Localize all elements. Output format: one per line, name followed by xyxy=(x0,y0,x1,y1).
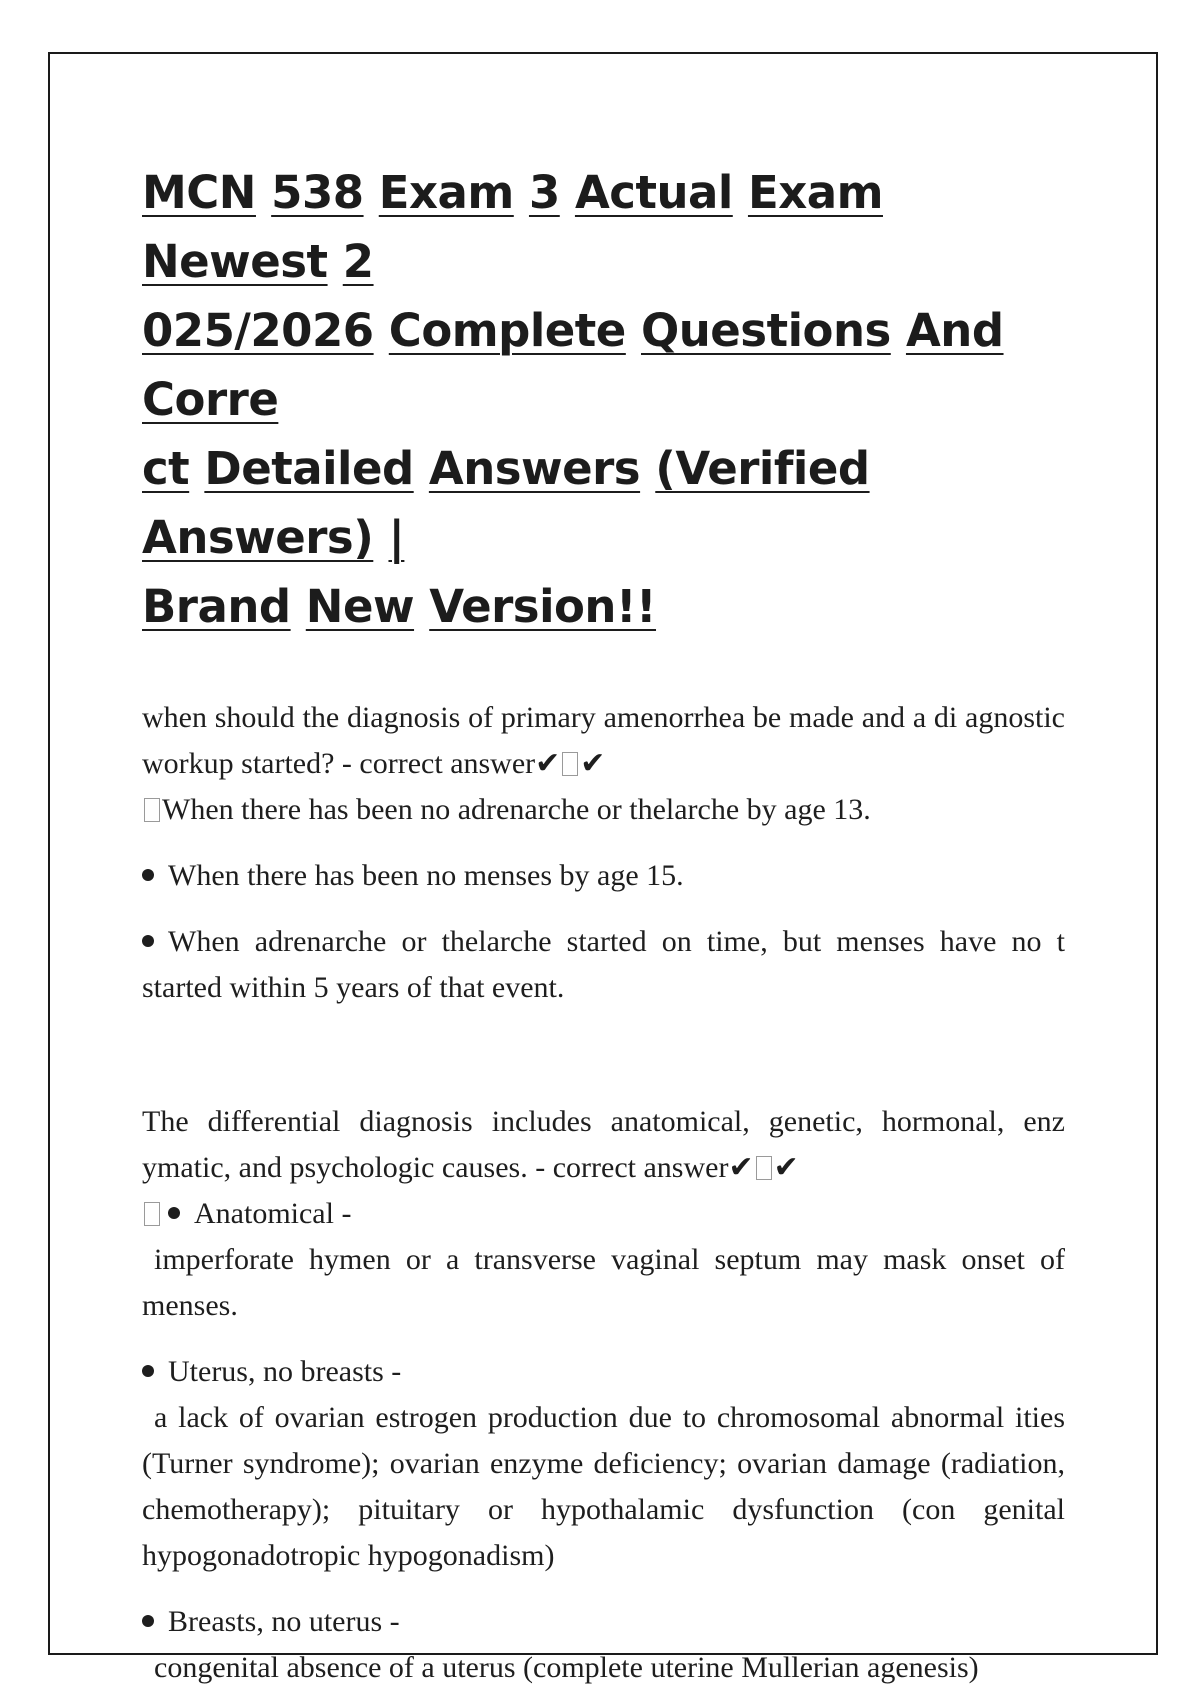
title-word: Version!! xyxy=(429,580,657,633)
list-item xyxy=(142,919,1065,1011)
bullet-text: When adrenarche or thelarche started on time, but menses have no t started within 5 years of that event. xyxy=(142,925,1065,1004)
placeholder-box-icon xyxy=(756,1156,772,1180)
title-word: Questions xyxy=(641,304,891,357)
title-word: And xyxy=(905,304,1004,357)
bullet-icon xyxy=(168,1207,180,1219)
bullet-text: When there has been no menses by age 15. xyxy=(168,859,684,892)
check-mark-icon: ✔ xyxy=(580,747,606,780)
title-word: New xyxy=(305,580,415,633)
item-detail: congenital absence of a uterus (complete uterine Mullerian agenesis) xyxy=(154,1651,979,1684)
title-word: Answers xyxy=(428,442,641,495)
question-2: The differential diagnosis includes anatomical, genetic, hormonal, enz ymatic, and psychologic causes. - correct answer xyxy=(142,1105,1065,1184)
title-word: Exam xyxy=(378,166,514,219)
item-heading: Breasts, no uterus - xyxy=(168,1605,400,1638)
placeholder-box-icon xyxy=(144,798,160,822)
title-word: ct xyxy=(142,442,190,495)
list-item xyxy=(142,1349,1065,1579)
title-word: (Verified xyxy=(655,442,870,495)
qa-block-2 xyxy=(142,1099,1065,1691)
title-word: Detailed xyxy=(204,442,414,495)
title-word: | xyxy=(388,511,405,564)
title-word: 538 xyxy=(271,166,364,219)
bullet-icon xyxy=(142,935,154,947)
document-title xyxy=(142,158,1065,641)
list-item xyxy=(142,853,1065,899)
title-word: MCN xyxy=(142,166,256,219)
item-detail: imperforate hymen or a transverse vaginal septum may mask onset of menses. xyxy=(142,1243,1065,1322)
check-mark-icon: ✔ xyxy=(773,1151,799,1184)
title-word: 3 xyxy=(528,166,560,219)
list-item xyxy=(142,1599,1065,1691)
title-word: Brand xyxy=(142,580,291,633)
document-content xyxy=(142,158,1065,1691)
title-word: Answers) xyxy=(142,511,374,564)
placeholder-box-icon xyxy=(144,1202,160,1226)
title-word: Newest xyxy=(142,235,328,288)
question-1: when should the diagnosis of primary amenorrhea be made and a di agnostic workup started? - correct answer xyxy=(142,701,1065,780)
check-mark-icon: ✔ xyxy=(728,1151,754,1184)
title-word: 025/2026 xyxy=(142,304,374,357)
title-word: Exam xyxy=(747,166,883,219)
bullet-icon xyxy=(142,869,154,881)
title-word: Corre xyxy=(142,373,279,426)
item-heading: Anatomical - xyxy=(194,1197,352,1230)
qa-block-1 xyxy=(142,695,1065,1011)
check-mark-icon: ✔ xyxy=(535,747,561,780)
question-text xyxy=(142,695,1065,833)
item-heading: Uterus, no breasts - xyxy=(168,1355,402,1388)
question-text xyxy=(142,1099,1065,1329)
title-word: 2 xyxy=(342,235,374,288)
bullet-icon xyxy=(142,1615,154,1627)
item-detail: a lack of ovarian estrogen production due to chromosomal abnormal ities (Turner syndrome); ovarian enzyme deficiency; ovarian damage (radiation, chemotherapy); pituitary or hypothalamic dysfunction (con genital hypogonadotropic hypogonadism) xyxy=(142,1401,1065,1572)
bullet-icon xyxy=(142,1365,154,1377)
title-word: Complete xyxy=(388,304,626,357)
placeholder-box-icon xyxy=(562,752,578,776)
answer-1-first: When there has been no adrenarche or thelarche by age 13. xyxy=(162,793,871,826)
title-word: Actual xyxy=(574,166,733,219)
